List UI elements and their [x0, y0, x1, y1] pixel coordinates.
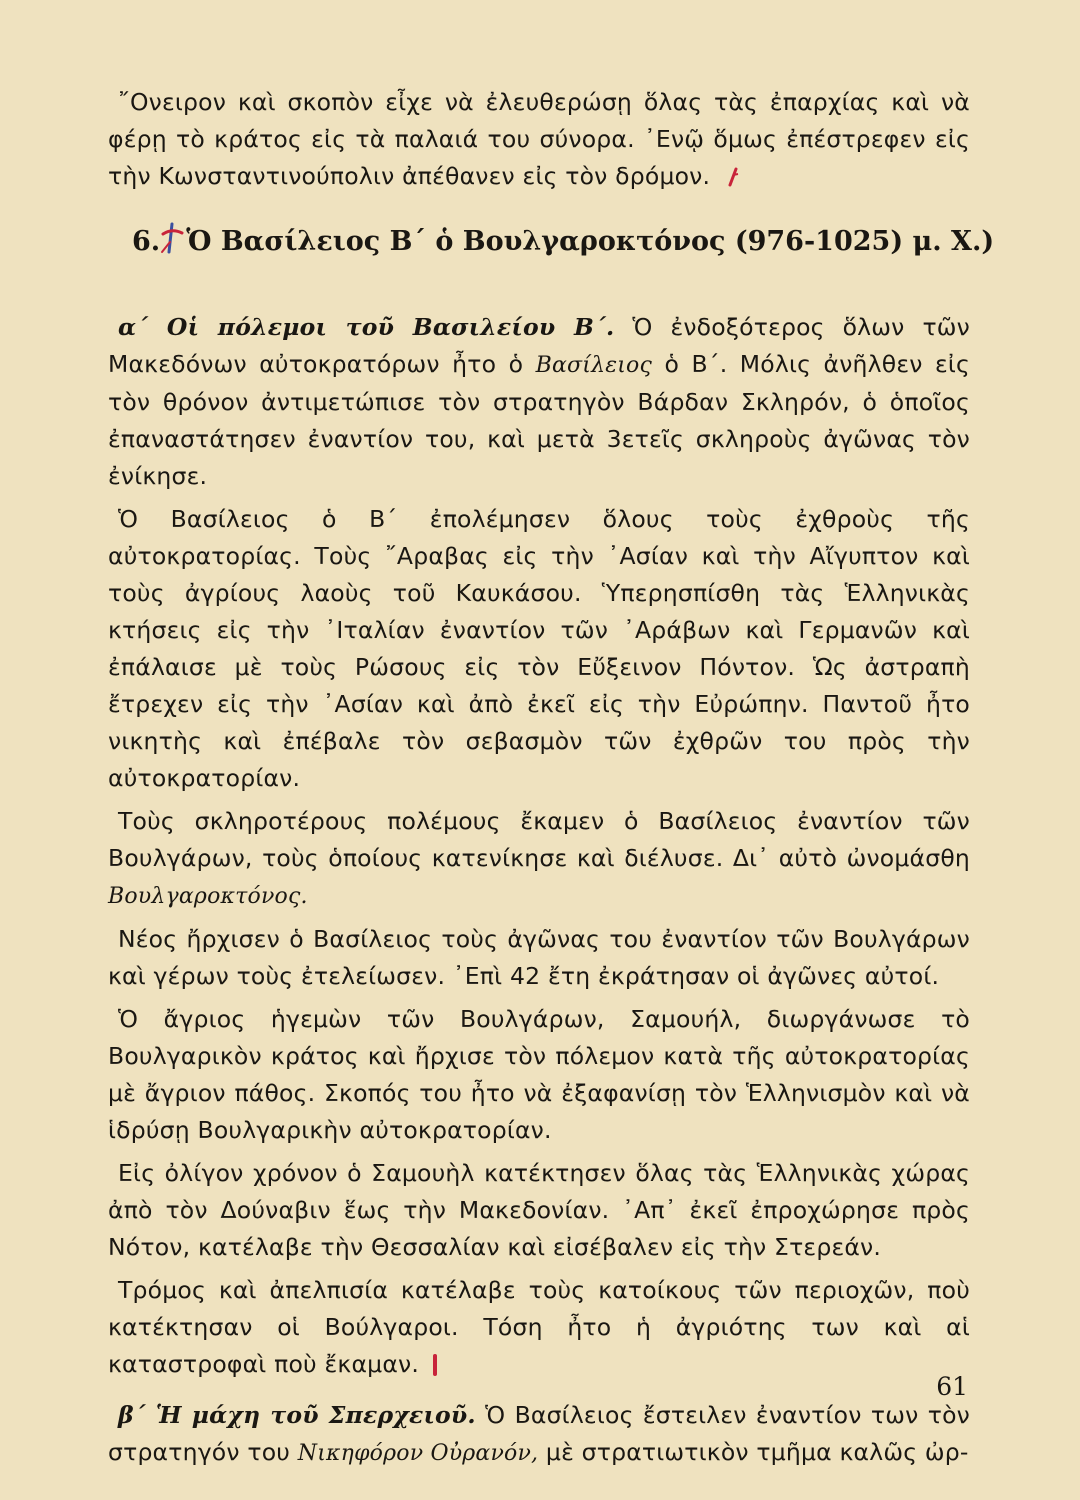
page-number: 61	[936, 1372, 968, 1401]
paragraph-conquest: Εἰς ὀλίγον χρόνον ὁ Σαμουὴλ κατέκτησεν ὅλας τὰς Ἑλληνικὰς χώρας ἀπὸ τὸν Δούναβιν ἕως τὴν Μακεδονίαν. ᾿Απ᾿ ἐκεῖ ἐπροχώρησε πρὸς Νότον, κατέλαβε τὴν Θεσσαλίαν καὶ εἰσέβαλεν εἰς τὴν Στερεάν.	[108, 1159, 970, 1261]
paragraph-enemies: Ὁ Βασίλειος ὁ Β΄ ἐπολέμησεν ὅλους τοὺς ἐχθροὺς τῆς αὐτοκρατορίας. Τοὺς ῎Αραβας εἰς τὴν ᾿Ασίαν καὶ τὴν Αἴγυπτον καὶ τοὺς ἀγρίους λαοὺς τοῦ Καυκάσου. Ὑπερησπίσθη τὰς Ἑλληνικὰς κτήσεις εἰς τὴν ᾿Ιταλίαν ἐναντίον τῶν ᾿Αράβων καὶ Γερμανῶν καὶ ἐπάλαισε μὲ τοὺς Ρώσους εἰς τὸν Εὔξεινον Πόντον. Ὡς ἀστραπὴ ἔτρεχεν εἰς τὴν ᾿Ασίαν καὶ ἀπὸ ἐκεῖ εἰς τὴν Εὐρώπην. Παντοῦ ἦτο νικητὴς καὶ ἐπέβαλε τὸν σεβασμὸν τῶν ἐχθρῶν του πρὸς τὴν αὐτοκρατορίαν.	[108, 505, 970, 792]
subsection-b-paragraph: β΄ Ἡ μάχη τοῦ Σπερχειοῦ. Ὁ Βασίλειος ἔστειλεν ἐναντίον των τὸν στρατηγόν του Νικηφόρον Οὐρανόν, μὲ στρατιωτικὸν τμῆμα καλῶς ὠρ-	[108, 1401, 971, 1466]
paragraph-young: Νέος ἤρχισεν ὁ Βασίλειος τοὺς ἀγῶνας του ἐναντίον τῶν Βουλγάρων καὶ γέρων τοὺς ἐτελείωσεν. ᾿Επὶ 42 ἔτη ἐκράτησαν οἱ ἀγῶνες αὐτοί.	[108, 925, 970, 990]
intro-paragraph: ῎Ονειρον καὶ σκοπὸν εἶχε νὰ ἐλευθερώσῃ ὅλας τὰς ἐπαρχίας καὶ νὰ φέρῃ τὸ κράτος εἰς τὰ παλαιά του σύνορα. ᾿Ενῷ ὅμως ἐπέστρεφεν εἰς τὴν Κωνσταντινούπολιν ἀπέθανεν εἰς τὸν δρόμον.	[108, 88, 970, 190]
paragraph-fear: Τρόμος καὶ ἀπελπισία κατέλαβε τοὺς κατοίκους τῶν περιοχῶν, ποὺ κατέκτησαν οἱ Βούλγαροι. Τόση ἦτο ἡ ἀγριότης των καὶ αἱ καταστροφαὶ ποὺ ἔκαμαν.	[108, 1276, 970, 1378]
red-end-mark-icon	[421, 1350, 429, 1372]
name-italic-b: Νικηφόρον Οὐρανόν,	[297, 1441, 539, 1466]
paragraph-samuel: Ὁ ἄγριος ἡγεμὼν τῶν Βουλγάρων, Σαμουήλ, διωργάνωσε τὸ Βουλγαρικὸν κράτος καὶ ἤρχισε τὸν πόλεμον κατὰ τῆς αὐτοκρατορίας μὲ ἄγριον πάθος. Σκοπός του ἦτο νὰ ἐξαφανίσῃ τὸν Ἑλληνισμὸν καὶ νὰ ἱδρύσῃ Βουλγαρικὴν αὐτοκρατορίαν.	[108, 1005, 970, 1144]
section-number: 6.	[132, 226, 161, 257]
red-slash-mark-icon	[716, 162, 730, 184]
intro-block	[108, 84, 970, 195]
main-text	[108, 309, 970, 1472]
subsection-a-label: α΄ Οἱ πόλεμοι τοῦ Βασιλείου Β΄.	[118, 313, 615, 341]
epithet-italic: Βουλγαροκτόνος.	[108, 884, 308, 909]
paragraph-bulgars: Τοὺς σκληροτέρους πολέμους ἔκαμεν ὁ Βασίλειος ἐναντίον τῶν Βουλγάρων, τοὺς ὁποίους κατενίκησε καὶ διέλυσε. Δι᾿ αὐτὸ ὠνομάσθη Βουλγαροκτόνος.	[108, 807, 970, 909]
subsection-b-label: β΄ Ἡ μάχη τοῦ Σπερχειοῦ.	[118, 1401, 476, 1429]
section-heading	[132, 222, 995, 262]
name-italic: Βασίλειος	[535, 353, 653, 378]
section-title: Ὁ Βασίλειος Β΄ ὁ Βουλγαροκτόνος (976-1025) μ. Χ.)	[186, 226, 995, 257]
subsection-a-paragraph: α΄ Οἱ πόλεμοι τοῦ Βασιλείου Β΄. Ὁ ἐνδοξότερος ὅλων τῶν Μακεδόνων αὐτοκρατόρων ἦτο ὁ Βασίλειος ὁ Β΄. Μόλις ἀνῆλθεν εἰς τὸν θρόνον ἀντιμετώπισε τὸν στρατηγὸν Βάρδαν Σκληρόν, ὁ ὁποῖος ἐπαναστάτησεν ἐναντίον του, καὶ μετὰ 3ετεῖς σκληροὺς ἀγῶνας τὸν ἐνίκησε.	[108, 313, 971, 490]
pen-mark-icon	[160, 222, 184, 256]
